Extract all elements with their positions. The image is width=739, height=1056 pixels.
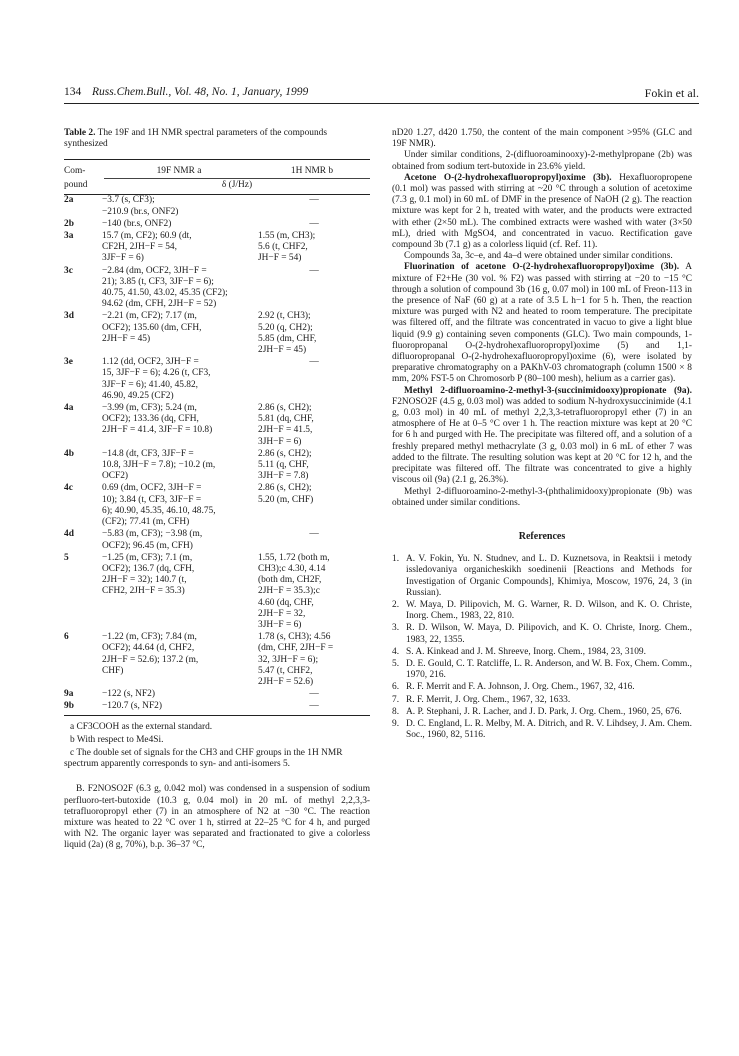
table-row — [64, 553, 370, 631]
reference-text: A. P. Stephani, J. R. Lacher, and J. D. Park, J. Org. Chem., 1960, 25, 676. — [406, 706, 682, 717]
paragraph-9a — [392, 386, 692, 487]
compound-id: 9a — [64, 689, 74, 700]
compound-id: 9b — [64, 701, 74, 712]
reference-number: 3. — [392, 623, 400, 634]
table-row — [64, 689, 370, 700]
reference-list — [392, 554, 692, 741]
h-nmr-cell: 1.55, 1.72 (both m, CH3);c 4.30, 4.14 (both dm, CH2F, 2JH−F = 35.3);c 4.60 (dq, CHF, 2JH−F = 32, 3JH−F = 6) — [258, 552, 330, 630]
reference-item — [392, 695, 692, 706]
table-row — [64, 483, 370, 528]
reference-item — [392, 719, 692, 741]
col-head-1h: 1H NMR b — [290, 166, 334, 177]
f-nmr-cell: 1.12 (dd, OCF2, 3JH−F = 15, 3JF−F = 6); 4.26 (t, CF3, 3JF−F = 6); 41.40, 45.82, 46.90, 49.25 (CF2) — [102, 357, 211, 401]
table-row — [64, 403, 370, 448]
compound-id: 3c — [64, 265, 73, 276]
reference-item — [392, 659, 692, 681]
table-row — [64, 219, 370, 230]
reference-number: 7. — [392, 694, 400, 705]
reference-text: D. C. England, L. R. Melby, M. A. Ditrich, and R. V. Lihdsey, J. Am. Chem. Soc., 1960, 82, 5116. — [406, 718, 692, 741]
reference-text: R. F. Merrit, J. Org. Chem., 1967, 32, 1633. — [406, 694, 571, 705]
h-nmr-cell: — — [309, 701, 319, 712]
paragraph-3b — [392, 173, 692, 251]
table-row — [64, 449, 370, 483]
paragraph-9b: Methyl 2-difluoroamino-2-methyl-3-(phthalimidooxy)propionate (9b) was obtained under similar conditions. — [392, 486, 692, 508]
f-nmr-cell: −3.7 (s, CF3); −210.9 (br.s, ONF2) — [102, 195, 179, 217]
f-nmr-cell: −140 (br.s, ONF2) — [102, 218, 172, 229]
h-nmr-cell: 2.86 (s, CH2); 5.11 (q, CHF, 3JH−F = 7.8) — [258, 448, 312, 482]
paragraph-method-b: B. F2NOSO2F (6.3 g, 0.042 mol) was condensed in a suspension of sodium perfluoro-tert-butoxide (10.3 g, 0.04 mol) in 20 mL of methyl 2,2,3,3-tetrafluoropropyl ether (7) in an atmosphere of N2 at −30 °C. The reaction mixture was heated to 22 °C over 1 h, stirred at 22–25 °C for 4 h, and purged with N2. The organic layer was separated and fractionated to give a colorless liquid (2a) (8 g, 70%), b.p. 36–37 °C, — [64, 784, 370, 851]
reference-text: W. Maya, D. Pilipovich, M. G. Warner, R. D. Wilson, and K. O. Christe, Inorg. Chem., 1983, 22, 810. — [406, 599, 692, 622]
table-row — [64, 632, 370, 688]
reference-text: A. V. Fokin, Yu. N. Studnev, and L. D. Kuznetsova, in Reaktsii i metody issledovaniya organicheskikh soedinenii [Reactions and Methods for Investigation of Organic Compounds], Khimiya, Moscow, 1976, 24, 3 (in Russian). — [406, 554, 692, 598]
reference-number: 8. — [392, 706, 400, 717]
h-nmr-cell: — — [309, 265, 319, 276]
reference-number: 5. — [392, 658, 400, 669]
reference-number: 6. — [392, 682, 400, 693]
f-nmr-cell: 0.69 (dm, OCF2, 3JH−F = 10); 3.84 (t, CF3, 3JF−F = 6); 40.90, 45.35, 46.10, 48.75, (CF2); 77.41 (m, CFH) — [102, 483, 216, 528]
reference-item — [392, 600, 692, 622]
table-caption-text: The 19F and 1H NMR spectral parameters of the compounds synthesized — [64, 128, 327, 150]
h-nmr-cell: — — [309, 218, 319, 229]
f-nmr-cell: −1.25 (m, CF3); 7.1 (m, OCF2); 136.7 (dq, CFH, 2JH−F = 32); 140.7 (t, CFH2, 2JH−F = 35.3) — [102, 552, 195, 597]
compound-id: 2a — [64, 195, 74, 206]
table-body — [64, 195, 370, 712]
h-nmr-cell: 1.78 (s, CH3); 4.56 (dm, CHF, 2JH−F = 32, 3JH−F = 6); 5.47 (t, CHF2, 2JH−F = 52.6) — [258, 632, 334, 687]
compound-id: 4c — [64, 483, 73, 494]
compound-id: 6 — [64, 632, 69, 643]
reference-text: D. E. Gould, C. T. Ratcliffe, L. R. Anderson, and W. B. Fox, Chem. Comm., 1970, 216. — [406, 658, 692, 681]
f-nmr-cell: −1.22 (m, CF3); 7.84 (m, OCF2); 44.64 (d, CHF2, 2JH−F = 52.6); 137.2 (m, CHF) — [102, 632, 199, 676]
paragraph-fluorination — [392, 262, 692, 385]
text-3b: Hexafluoropropene (0.1 mol) was passed with stirring at ~20 °C through a solution of acetoxime (7.3 g, 0.1 mol) in 60 mL of DMF in the presence of NaOH (2 g). The reaction mixture was kept for 2 h, treated with water, and the products were extracted with ether (2×50 mL). The combined extracts were washed with water (3×50 mL), dried with MgSO4, and concentrated in vacuo. Rectification gave compound 3b (7.1 g) as a colorless liquid (cf. Ref. 11). — [392, 172, 693, 251]
references-title: References — [518, 530, 566, 542]
col-head-shift-group — [104, 178, 370, 191]
journal-citation: Russ.Chem.Bull., Vol. 48, No. 1, January, 1999 — [92, 86, 309, 98]
reference-item — [392, 623, 692, 645]
reference-number: 1. — [392, 554, 400, 565]
h-nmr-cell: — — [309, 689, 319, 700]
running-authors: Fokin et al. — [644, 86, 699, 100]
compound-id: 5 — [64, 552, 69, 563]
compound-id: 4d — [64, 529, 74, 540]
table-row — [64, 357, 370, 402]
footnote-b: b With respect to Me4Si. — [70, 734, 164, 745]
compound-id: 4a — [64, 403, 74, 414]
running-header — [64, 86, 699, 102]
f-nmr-cell: −2.21 (m, CF2); 7.17 (m, OCF2); 135.60 (dm, CFH, 2JH−F = 45) — [102, 311, 202, 344]
table-label: Table 2. — [64, 128, 96, 138]
page-number: 134 — [64, 86, 82, 98]
h-nmr-cell: — — [309, 529, 319, 540]
table-row — [64, 231, 370, 265]
compound-id: 3e — [64, 357, 73, 368]
h-nmr-cell: 2.92 (t, CH3); 5.20 (q, CH2); 5.85 (dm, CHF, 2JH−F = 45) — [258, 311, 317, 356]
reference-item — [392, 682, 692, 693]
table-row — [64, 195, 370, 217]
col-head-compound: Com- — [64, 166, 86, 177]
heading-9a: Methyl 2-difluoroamino-2-methyl-3-(succinimidooxy)propionate (9a). — [404, 385, 692, 396]
col-head-19f: 19F NMR a — [156, 166, 202, 177]
compound-id: 3d — [64, 311, 74, 322]
heading-3b: Acetone O-(2-hydrohexafluoropropyl)oxime (3b). — [404, 172, 612, 183]
left-column — [64, 128, 370, 852]
table-row — [64, 701, 370, 712]
h-nmr-cell: 2.86 (s, CH2); 5.81 (dq, CHF, 2JH−F = 41.5, 3JH−F = 6) — [258, 403, 314, 447]
table-row — [64, 266, 370, 311]
text-fluorination: A mixture of F2+He (30 vol. % F2) was passed with stirring at −20 to −15 °C through a solution of compound 3b (16 g, 0.07 mol) in 100 mL of Freon-113 in the presence of NaF (60 g) at a rate of 3.5 L h−1 for 5 h. Then, the reaction mixture was purged with N2 and heated to room temperature. The precipitate was filtered off, and the filtrate was concentrated in vacuo to give a light blue liquid (9.9 g) containing seven components (GLC). Two main compounds, 1-fluoropropanal O-(2-hydrohexafluoropropyl)oxime (5) and 1,1-difluoropropanal O-(2-hydrohexafluoropropyl)oxime (6), were isolated by preparative chromatography on a PAKhV-03 chromatograph (column 1500 × 8 mm, 20% FST-5 on Chromosorb P (80–100 mesh), helium as a carrier gas). — [392, 262, 692, 385]
reference-number: 4. — [392, 646, 400, 657]
reference-item — [392, 647, 692, 658]
table-footnotes — [64, 722, 370, 771]
col-head-compound-2: pound — [64, 180, 88, 191]
table-row — [64, 311, 370, 356]
table-caption — [64, 128, 370, 150]
paragraph-constants: nD20 1.27, d420 1.750, the content of the main component >95% (GLC and 19F NMR). — [392, 128, 692, 150]
reference-number: 9. — [392, 718, 400, 729]
f-nmr-cell: −14.8 (dt, CF3, 3JF−F = 10.8, 3JH−F = 7.8); −10.2 (m, OCF2) — [102, 448, 216, 482]
footnote-c: c The double set of signals for the CH3 and CHF groups in the 1H NMR spectrum apparently corresponds to syn- and anti-isomers 5. — [64, 747, 343, 770]
col-head-shift: δ (J/Hz) — [221, 180, 253, 191]
f-nmr-cell: −2.84 (dm, OCF2, 3JH−F = 21); 3.85 (t, CF3, 3JF−F = 6); 40.75, 41.50, 43.02, 45.35 (CF2); 94.62 (dm, CFH, 2JH−F = 52) — [102, 265, 228, 310]
paragraph-2b: Under similar conditions, 2-(difluoroaminooxy)-2-methylpropane (2b) was obtained from sodium tert-butoxide in 23.6% yield. — [392, 150, 692, 172]
right-column — [392, 128, 692, 742]
f-nmr-cell: −3.99 (m, CF3); 5.24 (m, OCF2); 133.36 (dq, CFH, 2JH−F = 41.4, 3JF−F = 10.8) — [102, 403, 213, 436]
heading-fluorination: Fluorination of acetone O-(2-hydrohexafluoropropyl)oxime (3b). — [404, 262, 680, 273]
table-header — [64, 160, 370, 194]
text-9a: F2NOSO2F (4.5 g, 0.03 mol) was added to sodium N-hydroxysuccinimide (4.1 g, 0.03 mol) in 40 mL of methyl 2,2,3,3-tetrafluoropropyl ether (7) in an atmosphere of He at 0–5 °C over 1 h. The reaction mixture was kept at 20 °C for 6 h and purged with He. The precipitate was filtered off, and a solution of a freshly prepared methyl methacrylate (3 g, 0.03 mol) in 6 mL of ether 7 was added to the filtrate. The resulting solution was kept at 20 °C for 12 h, and the precipitate was filtered off. The filtrate was concentrated to give a highly viscous oil (9a) (2.1 g, 26.3%). — [392, 396, 692, 486]
h-nmr-cell: — — [309, 195, 319, 206]
h-nmr-cell: 1.55 (m, CH3); 5.6 (t, CHF2, JH−F = 54) — [258, 231, 316, 264]
reference-item — [392, 707, 692, 718]
h-nmr-cell: 2.86 (s, CH2); 5.20 (m, CHF) — [258, 483, 314, 505]
header-rule — [64, 103, 699, 104]
table-row — [64, 529, 370, 551]
reference-text: S. A. Kinkead and J. M. Shreeve, Inorg. Chem., 1984, 23, 3109. — [406, 646, 646, 657]
f-nmr-cell: −5.83 (m, CF3); −3.98 (m, OCF2); 96.45 (m, CFH) — [102, 529, 203, 551]
f-nmr-cell: −122 (s, NF2) — [102, 689, 155, 700]
reference-text: R. D. Wilson, W. Maya, D. Pilipovich, and K. O. Christe, Inorg. Chem., 1983, 22, 1355. — [406, 623, 692, 645]
h-nmr-cell: — — [309, 357, 319, 368]
reference-text: R. F. Merrit and F. A. Johnson, J. Org. Chem., 1967, 32, 416. — [406, 682, 635, 693]
compound-id: 2b — [64, 218, 74, 229]
reference-item — [392, 554, 692, 599]
footnote-a: a CF3COOH as the external standard. — [70, 721, 213, 732]
reference-number: 2. — [392, 599, 400, 610]
compound-id: 4b — [64, 448, 74, 459]
f-nmr-cell: −120.7 (s, NF2) — [102, 701, 162, 712]
paragraph-compounds: Compounds 3a, 3c–e, and 4a–d were obtained under similar conditions. — [404, 251, 673, 262]
table-bottom-rule — [64, 715, 370, 716]
compound-id: 3a — [64, 231, 74, 242]
f-nmr-cell: 15.7 (m, CF2); 60.9 (dt, CF2H, 2JH−F = 54, 3JF−F = 6) — [102, 231, 192, 264]
